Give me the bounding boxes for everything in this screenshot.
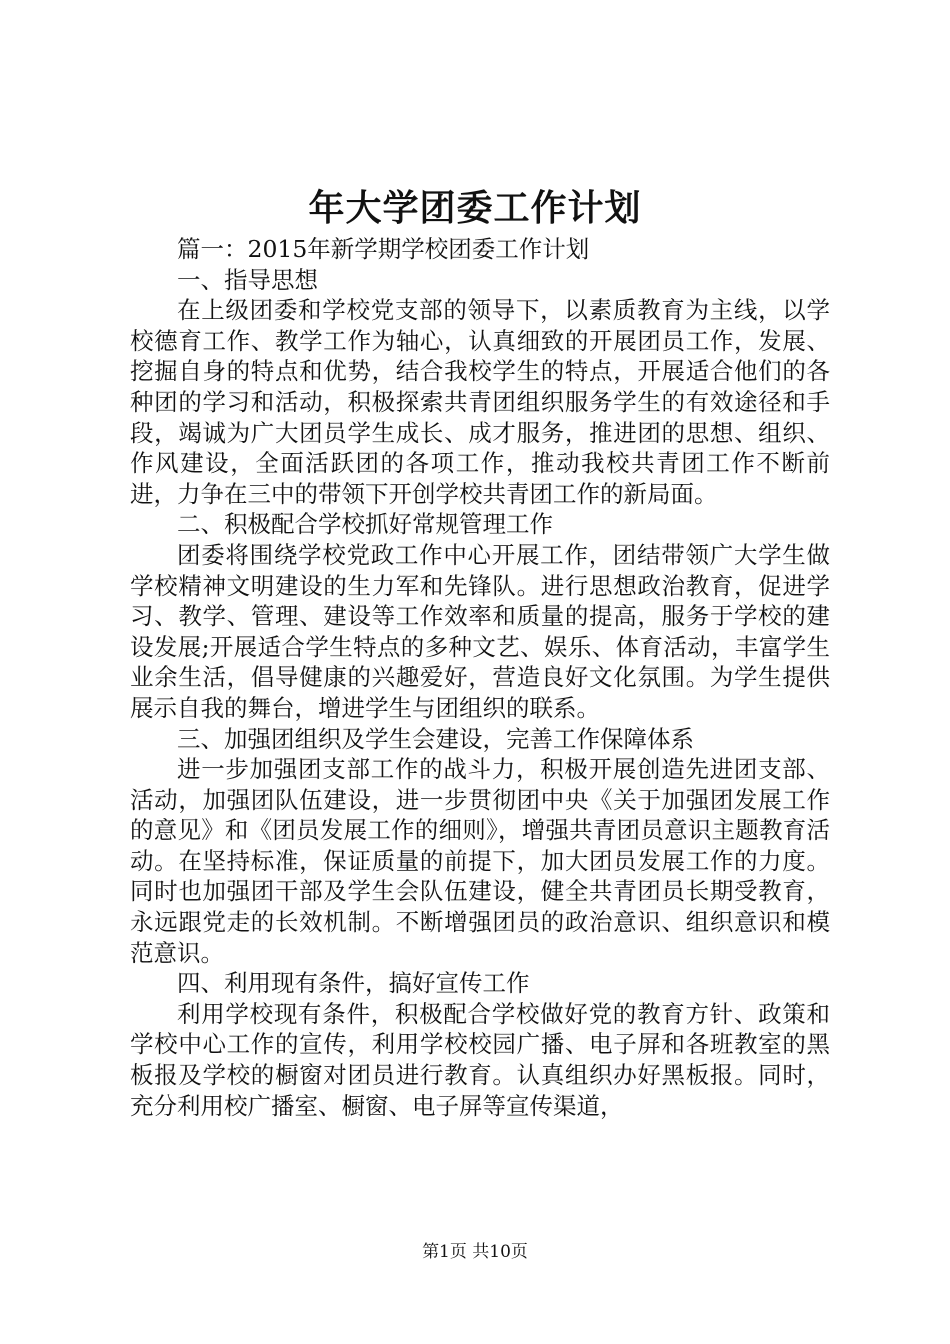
paragraph: 利用学校现有条件，积极配合学校做好党的教育方针、政策和学校中心工作的宣传，利用学校校园广播、电子屏和各班教室的黑板报及学校的橱窗对团员进行教育。认真组织办好黑板报。同时，充分利用校广播室、橱窗、电子屏等宣传渠道， [130, 999, 830, 1120]
paragraph: 在上级团委和学校党支部的领导下，以素质教育为主线，以学校德育工作、教学工作为轴心，认真细致的开展团员工作，发展、挖掘自身的特点和优势，结合我校学生的特点，开展适合他们的各种团的学习和活动，积极探索共青团组织服务学生的有效途径和手段，竭诚为广大团员学生成长、成才服务，推进团的思想、组织、作风建设，全面活跃团的各项工作，推动我校共青团工作不断前进，力争在三中的带领下开创学校共青团工作的新局面。 [130, 296, 830, 508]
page-number-footer: 第1页 共10页 [422, 1242, 528, 1262]
section-heading: 二、积极配合学校抓好常规管理工作 [177, 510, 553, 539]
section-heading: 一、指导思想 [177, 265, 318, 294]
section-heading: 三、加强团组织及学生会建设，完善工作保障体系 [177, 724, 694, 753]
paragraph-heading: 篇一：2015年新学期学校团委工作计划 [177, 235, 590, 263]
paragraph: 进一步加强团支部工作的战斗力，积极开展创造先进团支部、活动，加强团队伍建设，进一步贯彻团中央《关于加强团发展工作的意见》和《团员发展工作的细则》，增强共青团员意识主题教育活动。在坚持标准，保证质量的前提下，加大团员发展工作的力度。同时也加强团干部及学生会队伍建设，健全共青团员长期受教育，永远跟党走的长效机制。不断增强团员的政治意识、组织意识和模范意识。 [130, 755, 830, 967]
paragraph: 团委将围绕学校党政工作中心开展工作，团结带领广大学生做学校精神文明建设的生力军和先锋队。进行思想政治教育，促进学习、教学、管理、建设等工作效率和质量的提高，服务于学校的建设发展;开展适合学生特点的多种文艺、娱乐、体育活动，丰富学生业余生活，倡导健康的兴趣爱好，营造良好文化氛围。为学生提供展示自我的舞台，增进学生与团组织的联系。 [130, 540, 830, 722]
document-title: 年大学团委工作计划 [308, 187, 642, 229]
document-body [130, 234, 830, 1121]
section-heading: 四、利用现有条件，搞好宣传工作 [177, 969, 530, 998]
